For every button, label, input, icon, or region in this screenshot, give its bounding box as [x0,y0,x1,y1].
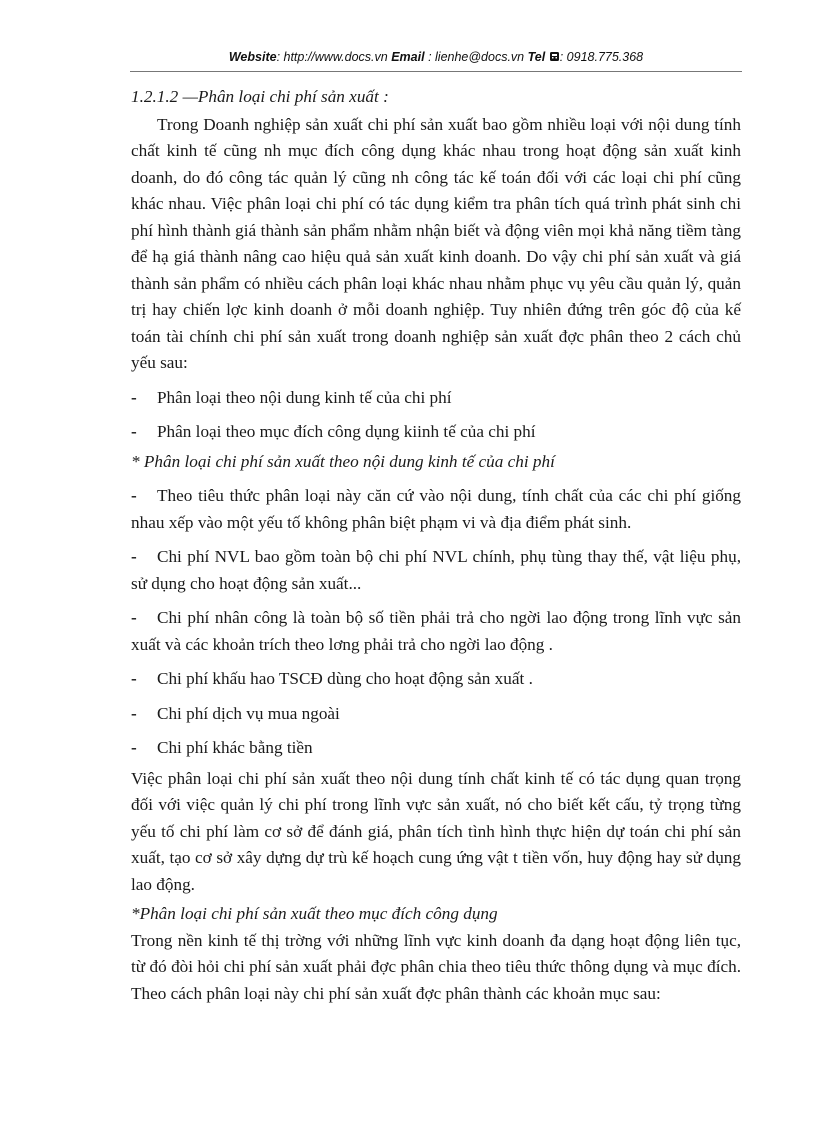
cost-item-text: Chi phí nhân công là toàn bộ số tiền phải trả cho ngời lao động trong lĩnh vực sản xuất và các khoản trích theo lơng phải trả cho ngời lao động . [131,608,741,654]
email-label: Email [391,50,425,64]
tel-label: Tel [527,50,546,64]
bullet-dash-icon: - [131,703,137,723]
tel-value: : 0918.775.368 [559,50,644,64]
header-divider [130,71,742,72]
bullet-dash-icon: - [131,422,137,441]
page-body [131,84,741,1007]
bullet-dash-icon: - [131,387,137,407]
bullet-dash-icon: - [131,547,137,566]
cost-item-text: Chi phí khấu hao TSCĐ dùng cho hoạt động sản xuất . [157,669,533,688]
cost-item-text: Chi phí khác bằng tiền [157,738,313,757]
subsection-title-purpose: *Phân loại chi phí sản xuất theo mục đích công dụng [131,904,498,923]
page-header [130,50,742,64]
cost-item-2 [131,605,741,658]
method-item-text: Phân loại theo mục đích công dụng kiinh tế của chi phí [157,422,536,441]
phone-icon [549,51,560,62]
bullet-dash-icon: - [131,738,137,757]
method-item-1 [131,385,741,412]
bullet-dash-icon: - [131,669,137,688]
subsection-title-content: * Phân loại chi phí sản xuất theo nội dung kinh tế của chi phí [131,451,555,471]
website-value: : http://www.docs.vn [276,50,388,64]
criteria-item [131,483,741,536]
section-heading: 1.2.1.2 —Phân loại chi phí sản xuất : [131,87,389,106]
cost-item-4 [131,701,741,728]
bullet-dash-icon: - [131,486,137,505]
method-item-2 [131,419,741,446]
conclusion-paragraph: Việc phân loại chi phí sản xuất theo nội dung tính chất kinh tế có tác dụng quan trọng đối với việc quản lý chi phí trong lĩnh vực sản xuất, nó cho biết kết cấu, tỷ trọng từng yếu tố chi phí làm cơ sở để đánh giá, phân tích tình hình thực hiện dự toán chi phí sản xuất, tạo cơ sở xây dựng dự trù kế hoạch cung ứng vật t tiền vốn, huy động hay sử dụng lao động. [131,768,741,894]
cost-item-text: Chi phí dịch vụ mua ngoài [157,703,340,723]
cost-item-text: Chi phí NVL bao gồm toàn bộ chi phí NVL chính, phụ tùng thay thế, vật liệu phụ, sử dụng cho hoạt động sản xuất... [131,547,741,593]
cost-item-1 [131,544,741,597]
website-label: Website [228,50,277,64]
intro-paragraph: Trong Doanh nghiệp sản xuất chi phí sản xuất bao gồm nhiều loại với nội dung tính chất kinh tế cũng nh mục đích công dụng khác nhau trong hoạt động sản xuất kinh doanh, do đó công tác quản lý cũng nh công tác kế toán đối với các loại chi phí cũng khác nhau. Việc phân loại chi phí có tác dụng kiểm tra phân tích quá trình phát sinh chi phí hình thành giá thành sản phẩm nhằm nhận biết và động viên mọi khả năng tiềm tàng để hạ giá thành nâng cao hiệu quả sản xuất kinh doanh. Do vậy chi phí sản xuất và giá thành sản phẩm có nhiều cách phân loại khác nhau nhằm phục vụ yêu cầu quản lý, quản trị hay chiến lợc kinh doanh ở mỗi doanh nghiệp. Tuy nhiên đứng trên góc độ của kế toán tài chính chi phí sản xuất trong doanh nghiệp sản xuất đợc phân theo 2 cách chủ yếu sau: [131,114,741,372]
email-value: : lienhe@docs.vn [428,50,525,64]
method-item-text: Phân loại theo nội dung kinh tế của chi phí [157,387,452,407]
cost-item-3 [131,666,741,693]
criteria-text: Theo tiêu thức phân loại này căn cứ vào nội dung, tính chất của các chi phí giống nhau xếp vào một yếu tố không phân biệt phạm vi và địa điểm phát sinh. [131,486,741,532]
bullet-dash-icon: - [131,608,137,627]
cost-item-5 [131,735,741,762]
purpose-paragraph: Trong nền kinh tế thị trờng với những lĩnh vực kinh doanh đa dạng hoạt động liên tục, từ đó đòi hỏi chi phí sản xuất phải đợc phân chia theo tiêu thức thông dụng và mục đích. Theo cách phân loại này chi phí sản xuất đợc phân thành các khoản mục sau: [131,930,741,1003]
